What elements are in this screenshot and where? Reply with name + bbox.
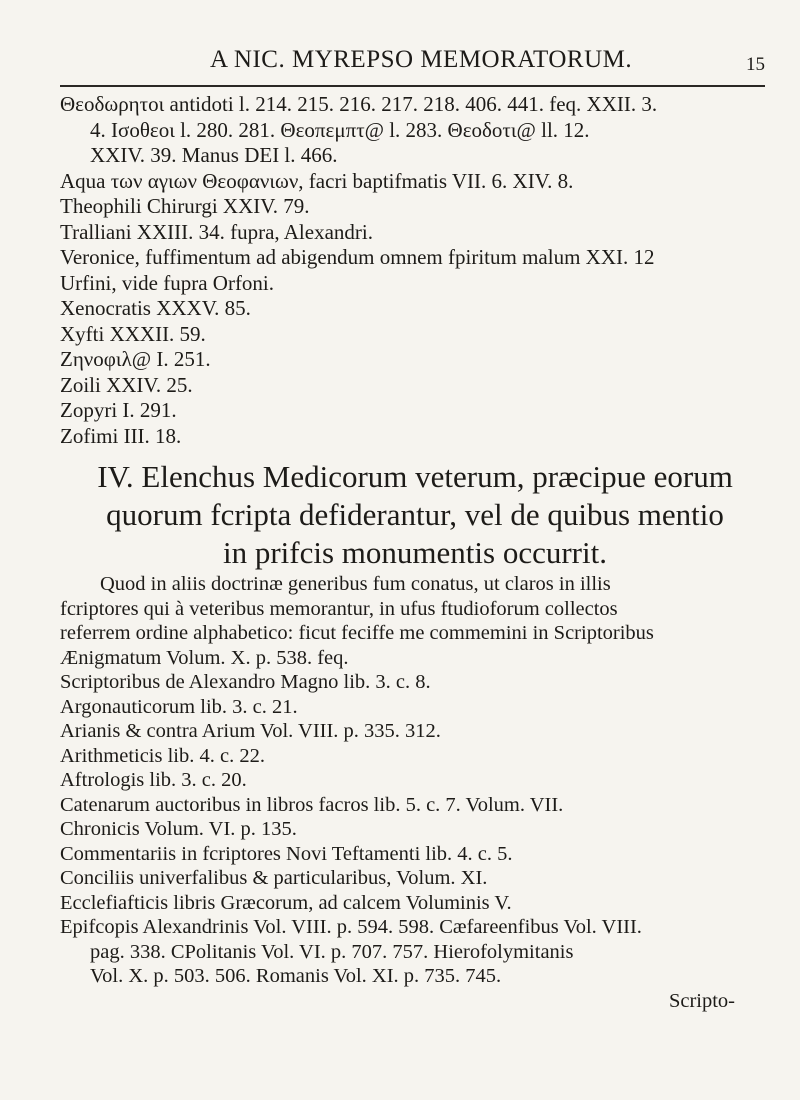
- index-entry: 4. Ισοθεοι l. 280. 281. Θεοπεμπτ@ l. 283. Θεοδοτι@ ll. 12.: [90, 117, 590, 142]
- index-entry: Zopyri I. 291.: [60, 398, 177, 422]
- body-line: Arianis & contra Arium Vol. VIII. p. 335. 312.: [60, 720, 441, 742]
- body-line: Argonauticorum lib. 3. c. 21.: [60, 695, 298, 718]
- section-heading-line: IV. Elenchus Medicorum veterum, præcipue eorum: [97, 459, 733, 494]
- body-line: pag. 338. CPolitanis Vol. VI. p. 707. 757. Hierofolymitanis: [90, 940, 574, 963]
- index-entry: Veronice, fuffimentum ad abigendum omnem fpiritum malum XXI. 12: [60, 245, 655, 269]
- body-line: Vol. X. p. 503. 506. Romanis Vol. XI. p. 735. 745.: [90, 965, 502, 987]
- section-heading-line: quorum fcripta defiderantur, vel de quibus mentio: [106, 497, 724, 532]
- index-entry: Ζηνοφιλ@ I. 251.: [60, 347, 211, 371]
- index-entry: Zoili XXIV. 25.: [60, 372, 193, 397]
- catchword: Scripto-: [668, 989, 735, 1012]
- body-line: Conciliis univerfalibus & particularibus, Volum. XI.: [60, 867, 488, 889]
- section-heading-line: in prifcis monumentis occurrit.: [223, 535, 607, 570]
- running-head-title: A NIC. MYREPSO MEMORATORUM.: [210, 46, 633, 73]
- body-line: Ænigmatum Volum. X. p. 538. feq.: [60, 646, 349, 669]
- index-entry: Urfini, vide fupra Orfoni.: [60, 270, 275, 295]
- body-line: Epifcopis Alexandrinis Vol. VIII. p. 594. 598. Cæfareenfibus Vol. VIII.: [60, 916, 642, 938]
- body-line: Aftrologis lib. 3. c. 20.: [60, 769, 247, 791]
- body-line: fcriptores qui à veteribus memorantur, in ufus ftudioforum collectos: [60, 597, 618, 620]
- index-entry: Theophili Chirurgi XXIV. 79.: [60, 194, 310, 218]
- body-line: Scriptoribus de Alexandro Magno lib. 3. c. 8.: [60, 671, 431, 693]
- index-entry: Xenocratis XXXV. 85.: [60, 296, 251, 320]
- body-line: Ecclefiafticis libris Græcorum, ad calcem Voluminis V.: [60, 891, 512, 914]
- header-rule: [60, 85, 765, 87]
- index-entry: Zofimi III. 18.: [60, 423, 182, 448]
- body-line: Arithmeticis lib. 4. c. 22.: [60, 744, 265, 767]
- body-line: referrem ordine alphabetico: ficut feciffe me commemini in Scriptoribus: [60, 622, 654, 644]
- body-line: Commentariis in fcriptores Novi Teftamenti lib. 4. c. 5.: [60, 842, 513, 865]
- index-entry: XXIV. 39. Manus DEI l. 466.: [90, 143, 338, 167]
- body-text: [60, 572, 770, 1013]
- body-line: Quod in aliis doctrinæ generibus fum conatus, ut claros in illis: [100, 573, 611, 595]
- page-number: 15: [746, 54, 765, 75]
- index-entry: Xyfti XXXII. 59.: [60, 321, 206, 346]
- index-entry: Aqua των αγιων Θεοφανιων, facri baptifmatis VII. 6. XIV. 8.: [60, 168, 574, 193]
- running-head: [60, 40, 765, 80]
- index-entry: Θεοδωρητοι antidoti l. 214. 215. 216. 217. 218. 406. 441. feq. XXII. 3.: [60, 92, 658, 116]
- index-entry: Tralliani XXIII. 34. fupra, Alexandri.: [60, 219, 373, 244]
- body-line: Catenarum auctoribus in libros facros lib. 5. c. 7. Volum. VII.: [60, 793, 564, 816]
- section-heading: [60, 458, 770, 572]
- body-line: Chronicis Volum. VI. p. 135.: [60, 818, 297, 840]
- index-entries: [60, 92, 770, 449]
